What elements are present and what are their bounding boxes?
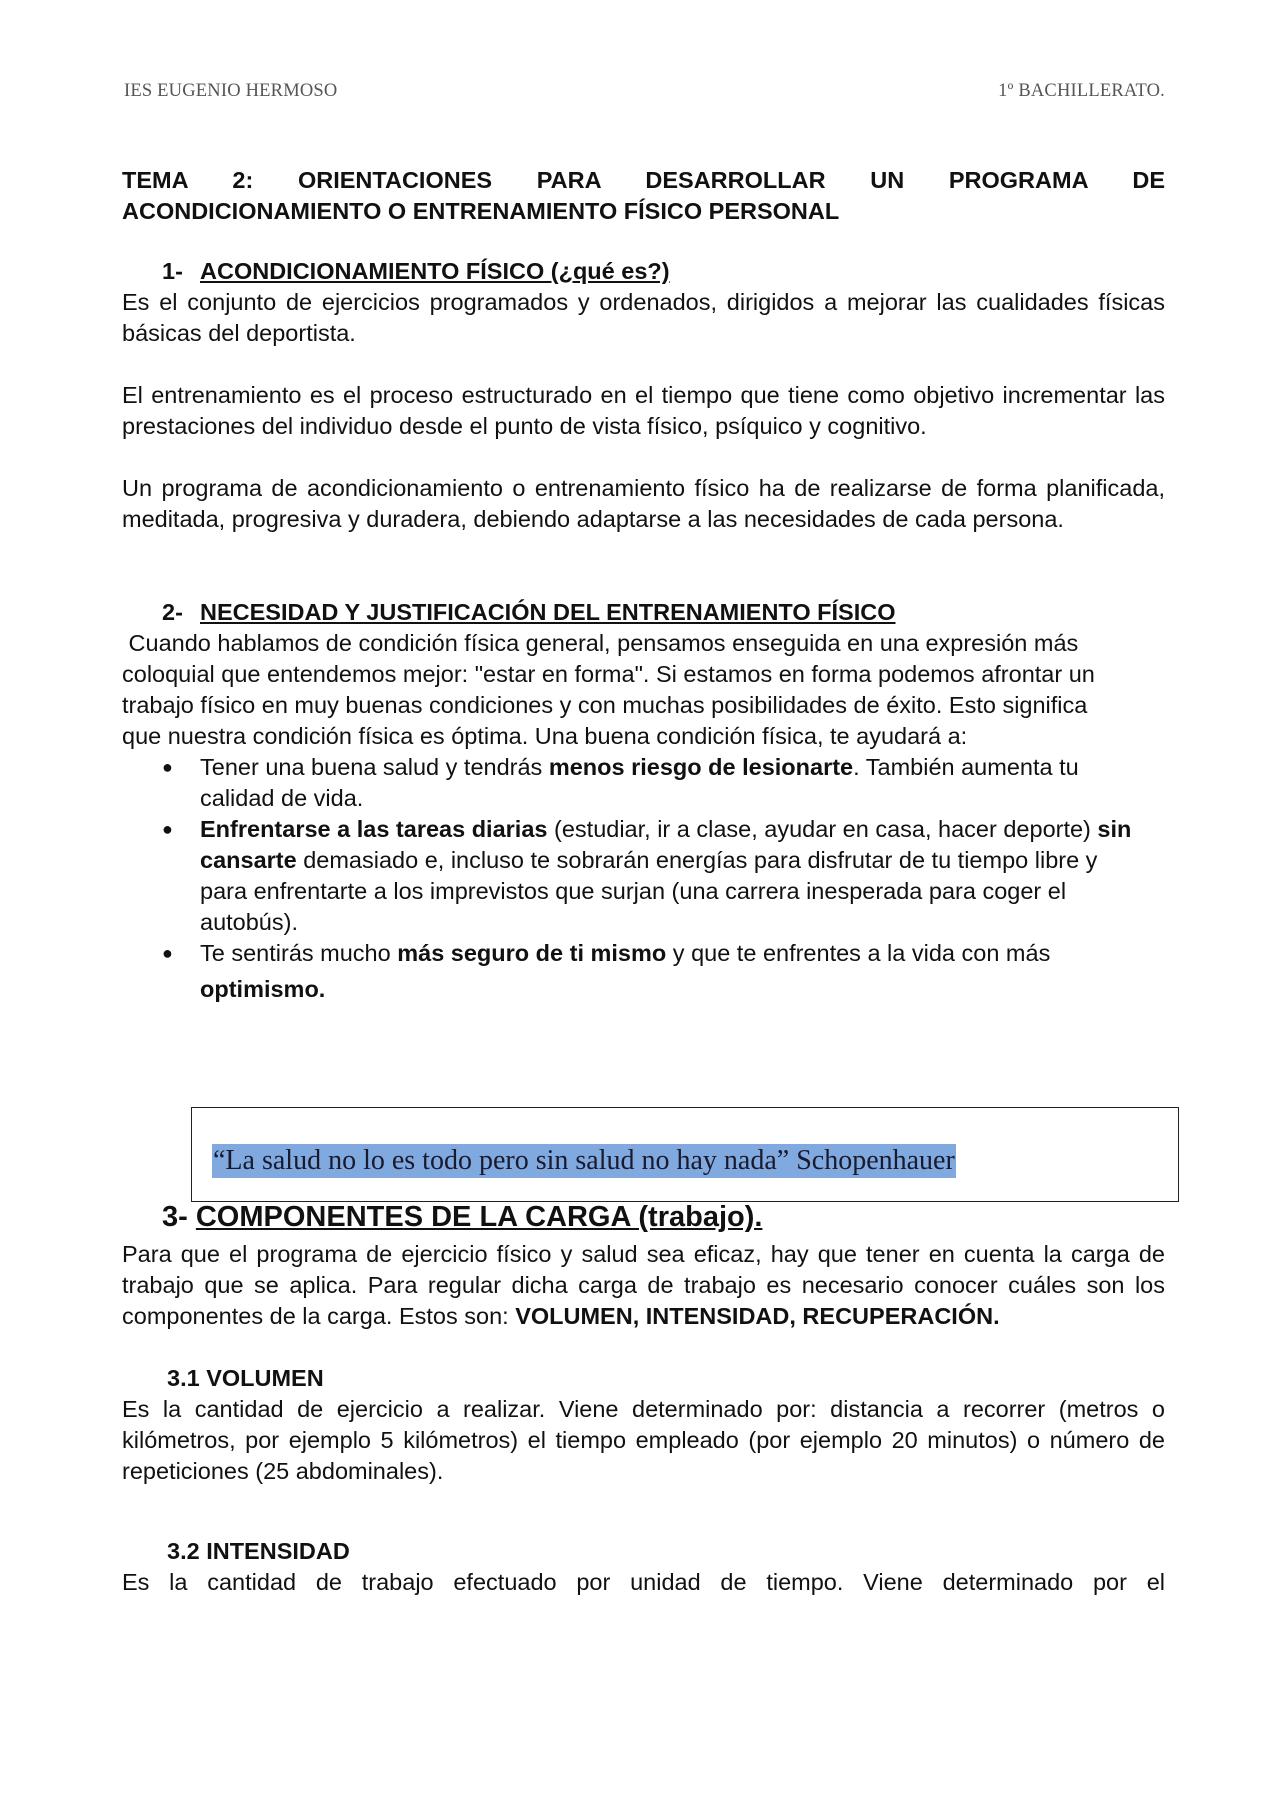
section-1-paragraph-3: Un programa de acondicionamiento o entrenamiento físico ha de realizarse de forma planificada, meditada, progresiva y duradera, debiendo adaptarse a las necesidades de cada persona. [122,475,1165,532]
section-2-heading [162,597,1165,628]
subsection-intensidad-heading: 3.2 INTENSIDAD [167,1538,350,1564]
list-item: ● Tener una buena salud y tendrás menos riesgo de lesionarte. También aumenta tu calidad de vida. [122,752,1165,814]
header-school: IES EUGENIO HERMOSO [124,81,338,101]
section-3-number: 3- [162,1201,188,1233]
benefits-list [122,752,1165,1005]
document-title [122,165,1165,227]
title-line-2: ACONDICIONAMIENTO O ENTRENAMIENTO FÍSICO PERSONAL [122,198,840,224]
subsection-intensidad-text: Es la cantidad de trabajo efectuado por unidad de tiempo. Viene determinado por el [122,1569,1165,1595]
section-1-paragraph-2: El entrenamiento es el proceso estructurado en el tiempo que tiene como objetivo incrementar las prestaciones del individuo desde el punto de vista físico, psíquico y cognitivo. [122,382,1165,439]
document-body [122,165,1165,1598]
title-line-1: TEMA 2: ORIENTACIONES PARA DESARROLLAR UN PROGRAMA DE [122,167,1165,193]
list-item: ● Te sentirás mucho más seguro de ti mismo y que te enfrentes a la vida con más optimismo. [122,938,1165,1005]
subsection-volumen-heading: 3.1 VOLUMEN [167,1365,324,1391]
header-course: 1º BACHILLERATO. [998,81,1165,101]
section-3-paragraph: Para que el programa de ejercicio físico y salud sea eficaz, hay que tener en cuenta la carga de trabajo que se aplica. Para regular dicha carga de trabajo es necesario conocer cuáles son los componentes de la carga. Estos son: VOLUMEN, INTENSIDAD, RECUPERACIÓN. [122,1241,1165,1329]
section-1-title: ACONDICIONAMIENTO FÍSICO (¿qué es?) [200,258,670,284]
subsection-volumen-text: Es la cantidad de ejercicio a realizar. Viene determinado por: distancia a recorrer (metros o kilómetros, por ejemplo 5 kilómetros) el tiempo empleado (por ejemplo 20 minutos) o número de repeticiones (25 abdominales). [122,1396,1165,1484]
section-2-intro: Cuando hablamos de condición física general, pensamos enseguida en una expresión más coloquial que entendemos mejor: "estar en forma". Si estamos en forma podemos afrontar un trabajo físico en muy buenas condiciones y con muchas posibilidades de éxito. Esto significa que nuestra condición física es óptima. Una buena condición física, te ayudará a: [122,630,1102,749]
quote-box [191,1107,1179,1202]
section-2-title: NECESIDAD Y JUSTIFICACIÓN DEL ENTRENAMIENTO FÍSICO [200,599,896,625]
section-3-title: COMPONENTES DE LA CARGA (trabajo). [195,1201,763,1233]
section-1-heading [162,256,1165,287]
section-1-number: 1- [162,258,183,284]
highlighted-quote: “La salud no lo es todo pero sin salud no hay nada” Schopenhauer [213,1145,955,1176]
list-item: ● Enfrentarse a las tareas diarias (estudiar, ir a clase, ayudar en casa, hacer deporte) sin cansarte demasiado e, incluso te sobrarán energías para disfrutar de tu tiempo libre y para enfrentarte a los imprevistos que surjan (una carrera inesperada para coger el autobús). [122,814,1165,938]
section-1-paragraph-1: Es el conjunto de ejercicios programados y ordenados, dirigidos a mejorar las cualidades físicas básicas del deportista. [122,289,1165,346]
section-2-number: 2- [162,599,183,625]
section-3-heading [162,1199,1165,1235]
